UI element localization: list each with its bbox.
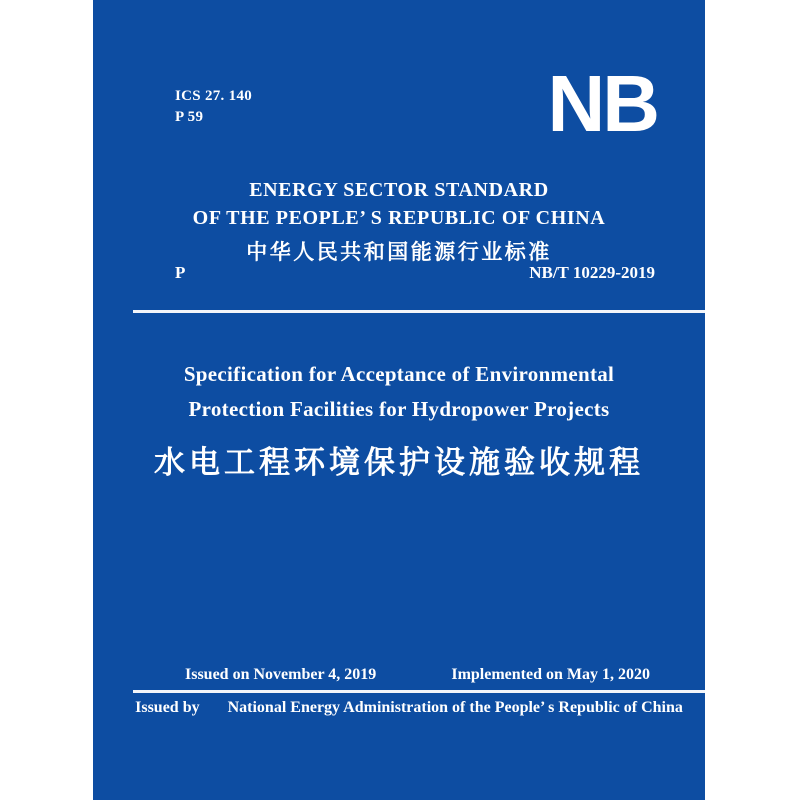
title-zh: 水电工程环境保护设施验收规程 (154, 445, 644, 480)
divider-line-top (133, 310, 705, 313)
dates-row (185, 666, 650, 684)
standard-name-block (93, 176, 705, 266)
title-block (93, 357, 705, 482)
title-en-line2: Protection Facilities for Hydropower Projects (188, 397, 610, 421)
issued-by-value: National Energy Administration of the People’ s Republic of China (227, 699, 683, 716)
doc-number: NB/T 10229-2019 (529, 263, 655, 282)
issued-by-label: Issued by (135, 699, 200, 716)
ics-classification-block (175, 86, 252, 128)
doc-class-letter: P (175, 263, 186, 282)
standard-name-en-line1: ENERGY SECTOR STANDARD (249, 179, 549, 201)
doc-number-row (175, 263, 655, 283)
implemented-on-date: Implemented on May 1, 2020 (451, 666, 650, 683)
classification-code: P 59 (175, 109, 204, 125)
standard-cover (93, 0, 705, 800)
ics-code: ICS 27. 140 (175, 88, 253, 104)
issued-by-row (113, 699, 705, 717)
nb-logo: NB (547, 59, 657, 148)
standard-name-zh: 中华人民共和国能源行业标准 (246, 241, 552, 264)
issued-on-date: Issued on November 4, 2019 (185, 666, 377, 683)
divider-line-bottom (133, 690, 705, 693)
title-en-line1: Specification for Acceptance of Environmental (183, 362, 615, 386)
standard-name-en-line2: OF THE PEOPLE’ S REPUBLIC OF CHINA (192, 207, 606, 229)
